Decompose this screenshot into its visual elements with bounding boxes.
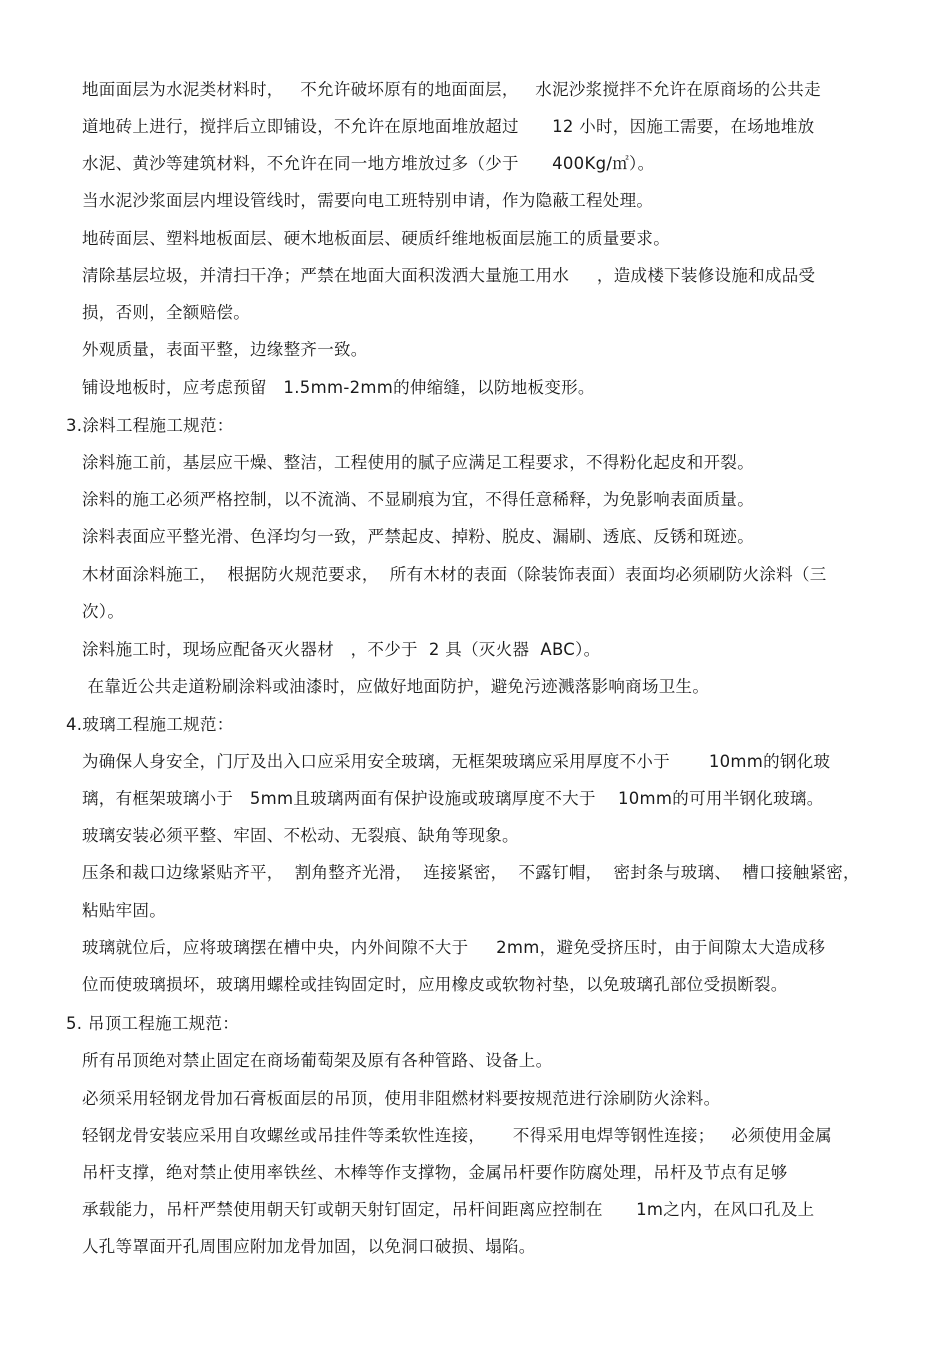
section-heading: 4.玻璃工程施工规范： — [66, 715, 234, 734]
text-line: 水泥、黄沙等建筑材料，不允许在同一地方堆放过多（少于 400Kg/㎡）。 — [82, 154, 655, 173]
text-line: 损，否则，全额赔偿。 — [82, 303, 250, 322]
text-line: 玻璃就位后，应将玻璃摆在槽中央，内外间隙不大于 2mm，避免受挤压时，由于间隙太大造成移 — [82, 938, 826, 957]
text-line: 地砖面层、塑料地板面层、硬木地板面层、硬质纤维地板面层施工的质量要求。 — [82, 229, 670, 248]
section-heading: 5. 吊顶工程施工规范： — [66, 1014, 240, 1033]
text-line: 为确保人身安全，门厅及出入口应采用安全玻璃，无框架玻璃应采用厚度不小于 10mm的钢化玻 — [82, 752, 831, 771]
text-line: 压条和裁口边缘紧贴齐平， 割角整齐光滑， 连接紧密， 不露钉帽， 密封条与玻璃、 槽口接触紧密， — [82, 863, 860, 882]
text-line: 清除基层垃圾，并清扫干净；严禁在地面大面积泼洒大量施工用水 ，造成楼下装修设施和成品受 — [82, 266, 816, 285]
text-line: 璃，有框架玻璃小于 5mm且玻璃两面有保护设施或玻璃厚度不大于 10mm的可用半钢化玻璃。 — [82, 789, 824, 808]
text-line: 木材面涂料施工， 根据防火规范要求， 所有木材的表面（除装饰表面）表面均必须刷防火涂料（三 — [82, 565, 827, 584]
text-line: 人孔等罩面开孔周围应附加龙骨加固，以免洞口破损、塌陷。 — [82, 1237, 536, 1256]
text-line: 涂料的施工必须严格控制，以不流淌、不显刷痕为宜，不得任意稀释，为免影响表面质量。 — [82, 490, 754, 509]
text-line: 道地砖上进行，搅拌后立即铺设，不允许在原地面堆放超过 12 小时，因施工需要，在场地堆放 — [82, 117, 815, 136]
text-line: 当水泥沙浆面层内埋设管线时，需要向电工班特别申请，作为隐蔽工程处理。 — [82, 191, 654, 210]
text-line: 在靠近公共走道粉刷涂料或油漆时，应做好地面防护，避免污迹溅落影响商场卫生。 — [82, 677, 710, 696]
text-line: 吊杆支撑，绝对禁止使用率铁丝、木棒等作支撑物，金属吊杆要作防腐处理，吊杆及节点有足够 — [82, 1163, 788, 1182]
section-heading: 3.涂料工程施工规范： — [66, 416, 234, 435]
text-line: 玻璃安装必须平整、牢固、不松动、无裂痕、缺角等现象。 — [82, 826, 519, 845]
text-line: 位而使玻璃损坏，玻璃用螺栓或挂钩固定时，应用橡皮或软物衬垫，以免玻璃孔部位受损断裂。 — [82, 975, 788, 994]
text-line: 涂料表面应平整光滑、色泽均匀一致，严禁起皮、掉粉、脱皮、漏刷、透底、反锈和斑迹。 — [82, 527, 754, 546]
text-line: 地面面层为水泥类材料时， 不允许破坏原有的地面面层， 水泥沙浆搅拌不允许在原商场的公共走 — [82, 80, 821, 99]
text-line: 粘贴牢固。 — [82, 901, 166, 920]
text-line: 所有吊顶绝对禁止固定在商场葡萄架及原有各种管路、设备上。 — [82, 1051, 553, 1070]
text-line: 铺设地板时，应考虑预留 1.5mm-2mm的伸缩缝，以防地板变形。 — [82, 378, 595, 397]
text-line: 次）。 — [82, 602, 125, 621]
text-line: 承载能力，吊杆严禁使用朝天钉或朝天射钉固定，吊杆间距离应控制在 1m之内，在风口孔及上 — [82, 1200, 815, 1219]
text-line: 轻钢龙骨安装应采用自攻螺丝或吊挂件等柔软性连接， 不得采用电焊等钢性连接； 必须使用金属 — [82, 1126, 832, 1145]
text-line: 涂料施工前，基层应干燥、整洁，工程使用的腻子应满足工程要求，不得粉化起皮和开裂。 — [82, 453, 754, 472]
text-line: 涂料施工时，现场应配备灭火器材 ，不少于 2 具（灭火器 ABC）。 — [82, 640, 601, 659]
text-line: 必须采用轻钢龙骨加石膏板面层的吊顶，使用非阻燃材料要按规范进行涂刷防火涂料。 — [82, 1089, 721, 1108]
text-line: 外观质量，表面平整，边缘整齐一致。 — [82, 340, 368, 359]
